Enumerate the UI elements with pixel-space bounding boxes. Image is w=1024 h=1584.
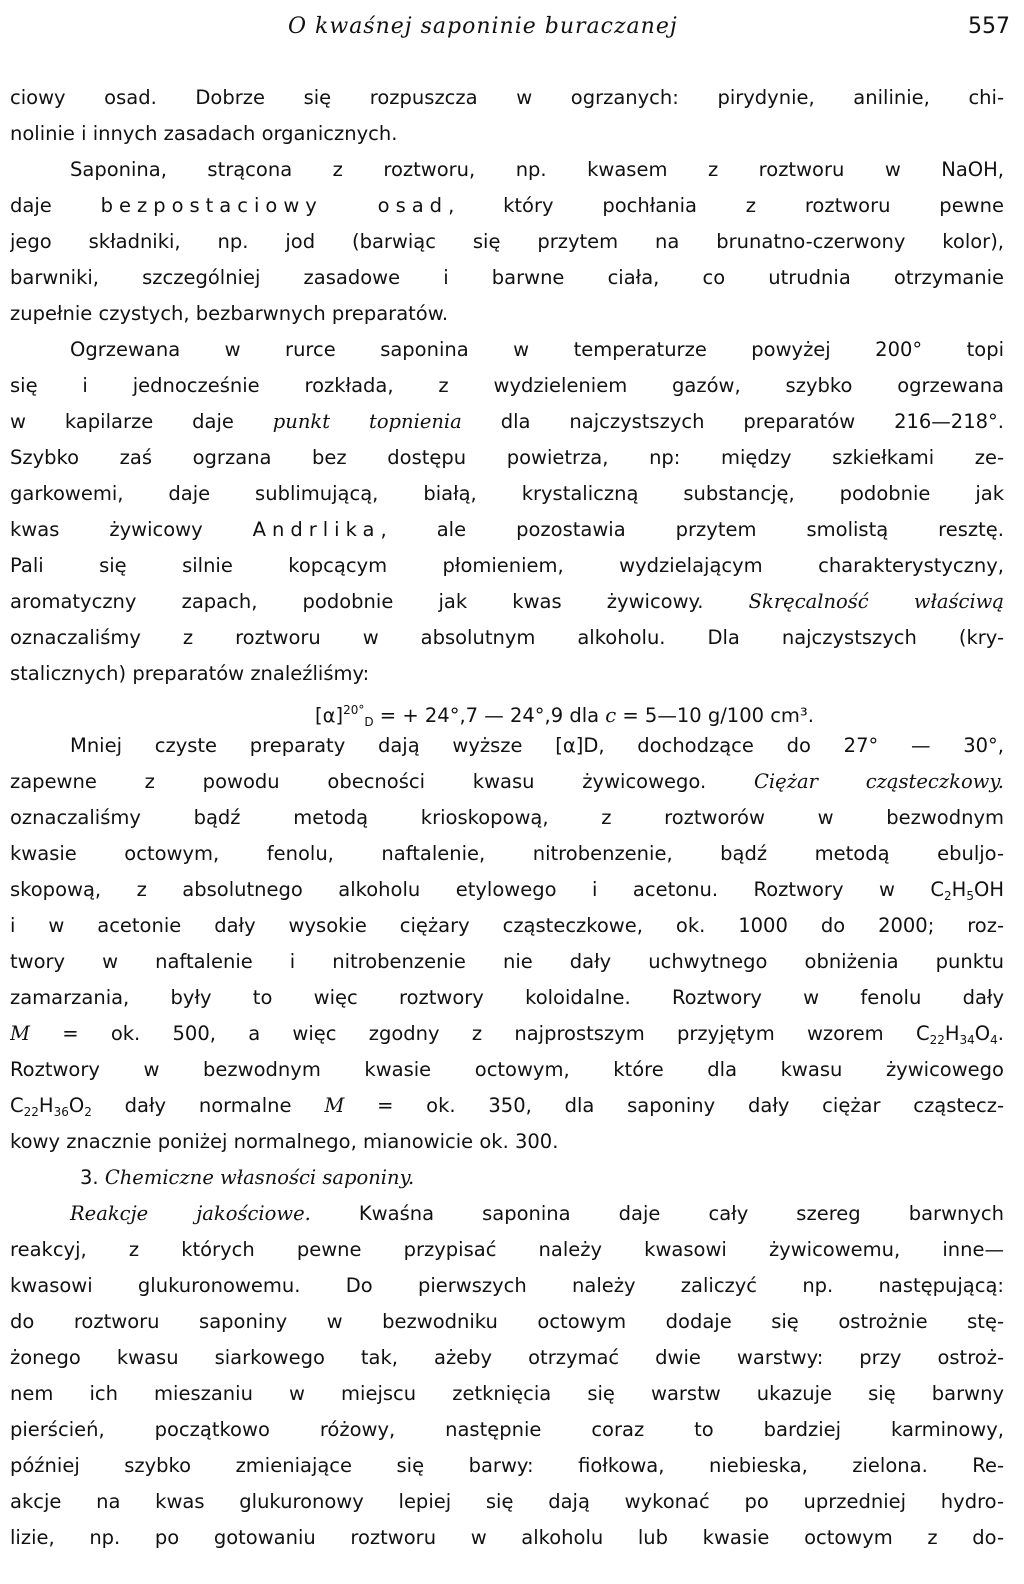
text-line: aromatyczny zapach, podobnie jak kwas żywicowy. Skręcalność właściwą xyxy=(10,590,1004,613)
body-text xyxy=(10,80,1004,1556)
text-line: Saponina, strącona z roztworu, np. kwasem z roztworu w NaOH, xyxy=(70,158,1004,181)
page-number: 557 xyxy=(968,14,1010,39)
text-line: Roztwory w bezwodnym kwasie octowym, które dla kwasu żywicowego xyxy=(10,1058,1004,1081)
text-line: ciowy osad. Dobrze się rozpuszcza w ogrzanych: pirydynie, anilinie, chi- xyxy=(10,86,1004,109)
text-line: lizie, np. po gotowaniu roztworu w alkoholu lub kwasie octowym z do- xyxy=(10,1526,1004,1549)
text-line: nolinie i innych zasadach organicznych. xyxy=(10,122,398,145)
text-line: jego składniki, np. jod (barwiąc się przytem na brunatno-czerwony kolor), xyxy=(10,230,1004,253)
text-line: daje bezpostaciowy osad, który pochłania z roztworu pewne xyxy=(10,194,1004,217)
text-line: garkowemi, daje sublimującą, białą, krystaliczną substancję, podobnie jak xyxy=(10,482,1004,505)
text-line: skopową, z absolutnego alkoholu etylowego i acetonu. Roztwory w $C_2H_5OH$ xyxy=(10,878,1004,903)
text-line: do roztworu saponiny w bezwodniku octowym dodaje się ostrożnie stę- xyxy=(10,1310,1004,1333)
text-line: kwasowi glukuronowemu. Do pierwszych należy zaliczyć np. następującą: xyxy=(10,1274,1004,1297)
text-line: oznaczaliśmy z roztworu w absolutnym alkoholu. Dla najczystszych (kry- xyxy=(10,626,1004,649)
text-line: i w acetonie dały wysokie ciężary cząsteczkowe, ok. 1000 do 2000; roz- xyxy=(10,914,1004,937)
text-line: Reakcje jakościowe. Kwaśna saponina daje cały szereg barwnych xyxy=(70,1202,1004,1225)
text-line: Pali się silnie kopcącym płomieniem, wydzielającym charakterystyczny, xyxy=(10,554,1004,577)
text-line: w kapilarze daje punkt topnienia dla najczystszych preparatów 216—218°. xyxy=(10,410,1004,433)
text-line: zamarzania, były to więc roztwory koloidalne. Roztwory w fenolu dały xyxy=(10,986,1004,1009)
spaced-author-name: Andrlika xyxy=(252,518,381,541)
text-line: reakcyj, z których pewne przypisać należy kwasowi żywicowemu, inne— xyxy=(10,1238,1004,1261)
text-line: zapewne z powodu obecności kwasu żywicowego. Ciężar cząsteczkowy. xyxy=(10,770,1004,793)
text-line: twory w naftalenie i nitrobenzenie nie dały uchwytnego obniżenia punktu xyxy=(10,950,1004,973)
italic-term: Reakcje jakościowe. xyxy=(70,1202,311,1225)
text-line: barwniki, szczególniej zasadowe i barwne ciała, co utrudnia otrzymanie xyxy=(10,266,1004,289)
italic-term: Ciężar cząsteczkowy. xyxy=(754,770,1004,793)
text-line: Szybko zaś ogrzana bez dostępu powietrza, np: między szkiełkami ze- xyxy=(10,446,1004,469)
text-line: stalicznych) preparatów znaleźliśmy: xyxy=(10,662,370,685)
text-line: nem ich mieszaniu w miejscu zetknięcia się warstw ukazuje się barwny xyxy=(10,1382,1004,1405)
running-header xyxy=(0,12,1024,56)
italic-term: punkt topnienia xyxy=(272,410,462,433)
text-line: później szybko zmieniające się barwy: fiołkowa, niebieska, zielona. Re- xyxy=(10,1454,1004,1477)
text-line: się i jednocześnie rozkłada, z wydzieleniem gazów, szybko ogrzewana xyxy=(10,374,1004,397)
text-line: zupełnie czystych, bezbarwnych preparatów. xyxy=(10,302,449,325)
formula: $[\alpha]^{20^\circ}_D$ = + 24°,7 — 24°,9 dla c = 5—10 g/100 cm³. xyxy=(315,703,814,728)
italic-term: Skręcalność właściwą xyxy=(748,590,1004,613)
text-line: $C_{22}H_{36}O_2$ dały normalne M = ok. 350, dla saponiny dały ciężar cząstecz- xyxy=(10,1094,1004,1119)
text-line: M = ok. 500, a więc zgodny z najprostszym przyjętym wzorem $C_{22}H_{34}O_4$. xyxy=(10,1022,1004,1047)
spaced-emphasis: bezpostaciowy osad xyxy=(100,194,449,217)
section-heading: 3. Chemiczne własności saponiny. xyxy=(80,1166,415,1189)
text-line: kwas żywicowy Andrlika, ale pozostawia przytem smolistą resztę. xyxy=(10,518,1004,541)
text-line: kwasie octowym, fenolu, naftalenie, nitrobenzenie, bądź metodą ebuljo- xyxy=(10,842,1004,865)
text-line: żonego kwasu siarkowego tak, ażeby otrzymać dwie warstwy: przy ostroż- xyxy=(10,1346,1004,1369)
running-title: O kwaśnej saponinie buraczanej xyxy=(288,14,678,39)
text-line: kowy znacznie poniżej normalnego, mianowicie ok. 300. xyxy=(10,1130,559,1153)
text-line: Ogrzewana w rurce saponina w temperaturze powyżej 200° topi xyxy=(70,338,1004,361)
text-line: Mniej czyste preparaty dają wyższe [α]D, dochodzące do 27° — 30°, xyxy=(70,734,1004,757)
text-line: oznaczaliśmy bądź metodą krioskopową, z roztworów w bezwodnym xyxy=(10,806,1004,829)
text-line: pierścień, początkowo różowy, następnie coraz to bardziej karminowy, xyxy=(10,1418,1004,1441)
text-line: akcje na kwas glukuronowy lepiej się dają wykonać po uprzedniej hydro- xyxy=(10,1490,1004,1513)
